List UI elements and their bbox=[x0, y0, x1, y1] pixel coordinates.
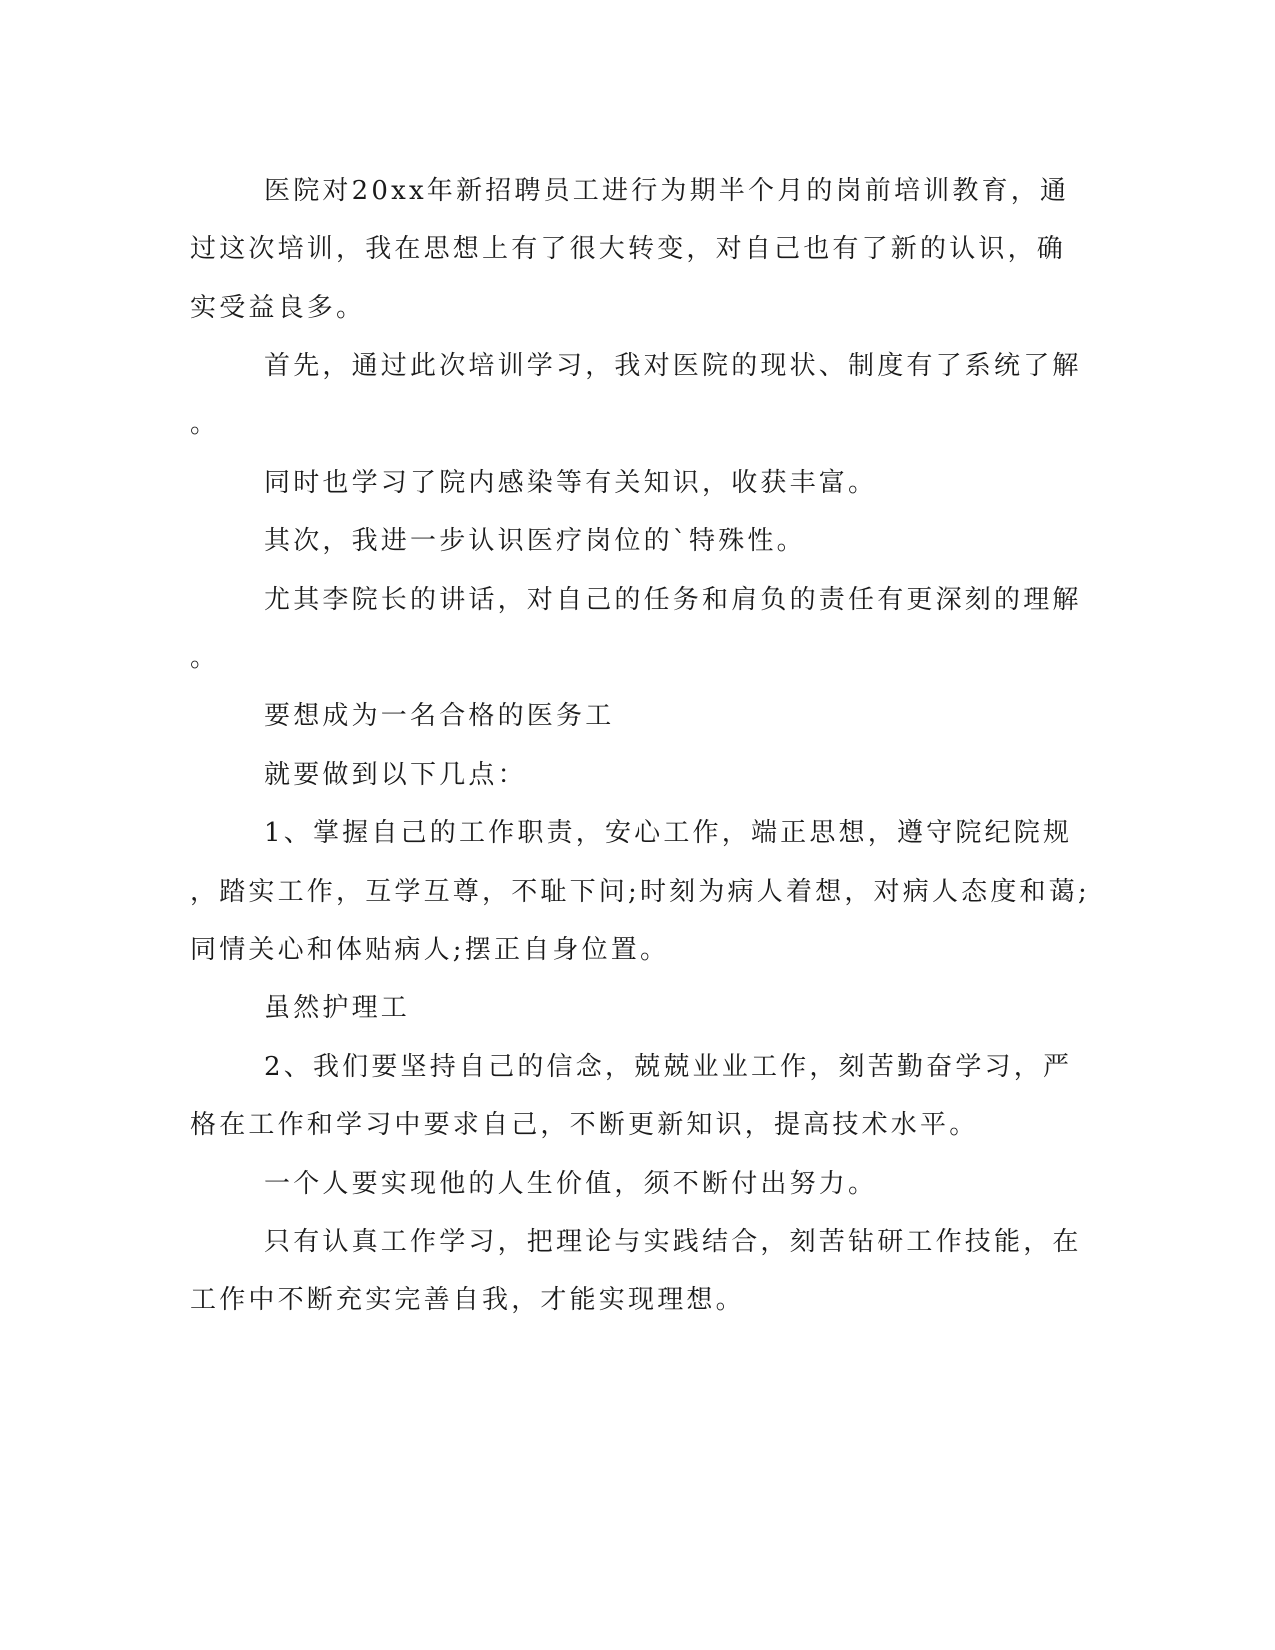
paragraph-9-line-1: 虽然护理工 bbox=[264, 993, 411, 1023]
paragraph-5-line-2: 。 bbox=[190, 643, 220, 673]
paragraph-10-line-1: 2、我们要坚持自己的信念，兢兢业业工作，刻苦勤奋学习，严 bbox=[264, 1052, 1073, 1082]
paragraph-8-line-3: 同情关心和体贴病人;摆正自身位置。 bbox=[190, 935, 670, 965]
paragraph-12-line-2: 工作中不断充实完善自我，才能实现理想。 bbox=[190, 1285, 745, 1315]
paragraph-2-line-2: 。 bbox=[190, 409, 220, 439]
paragraph-10-line-2: 格在工作和学习中要求自己，不断更新知识，提高技术水平。 bbox=[190, 1110, 979, 1140]
paragraph-3-line-1: 同时也学习了院内感染等有关知识，收获丰富。 bbox=[264, 468, 878, 498]
paragraph-1-line-1: 医院对20xx年新招聘员工进行为期半个月的岗前培训教育，通 bbox=[264, 176, 1070, 206]
paragraph-5-line-1: 尤其李院长的讲话，对自己的任务和肩负的责任有更深刻的理解 bbox=[264, 585, 1082, 615]
paragraph-12-line-1: 只有认真工作学习，把理论与实践结合，刻苦钻研工作技能，在 bbox=[264, 1227, 1082, 1257]
paragraph-4-line-1: 其次，我进一步认识医疗岗位的`特殊性。 bbox=[264, 526, 806, 556]
paragraph-1-line-3: 实受益良多。 bbox=[190, 293, 366, 323]
paragraph-7-line-1: 就要做到以下几点： bbox=[264, 760, 527, 790]
paragraph-6-line-1: 要想成为一名合格的医务工 bbox=[264, 701, 615, 731]
paragraph-1-line-2: 过这次培训，我在思想上有了很大转变，对自己也有了新的认识，确 bbox=[190, 234, 1067, 264]
paragraph-11-line-1: 一个人要实现他的人生价值，须不断付出努力。 bbox=[264, 1169, 878, 1199]
paragraph-2-line-1: 首先，通过此次培训学习，我对医院的现状、制度有了系统了解 bbox=[264, 351, 1082, 381]
paragraph-8-line-2: ，踏实工作，互学互尊，不耻下问;时刻为病人着想，对病人态度和蔼; bbox=[190, 877, 1090, 907]
paragraph-8-line-1: 1、掌握自己的工作职责，安心工作，端正思想，遵守院纪院规 bbox=[264, 818, 1073, 848]
